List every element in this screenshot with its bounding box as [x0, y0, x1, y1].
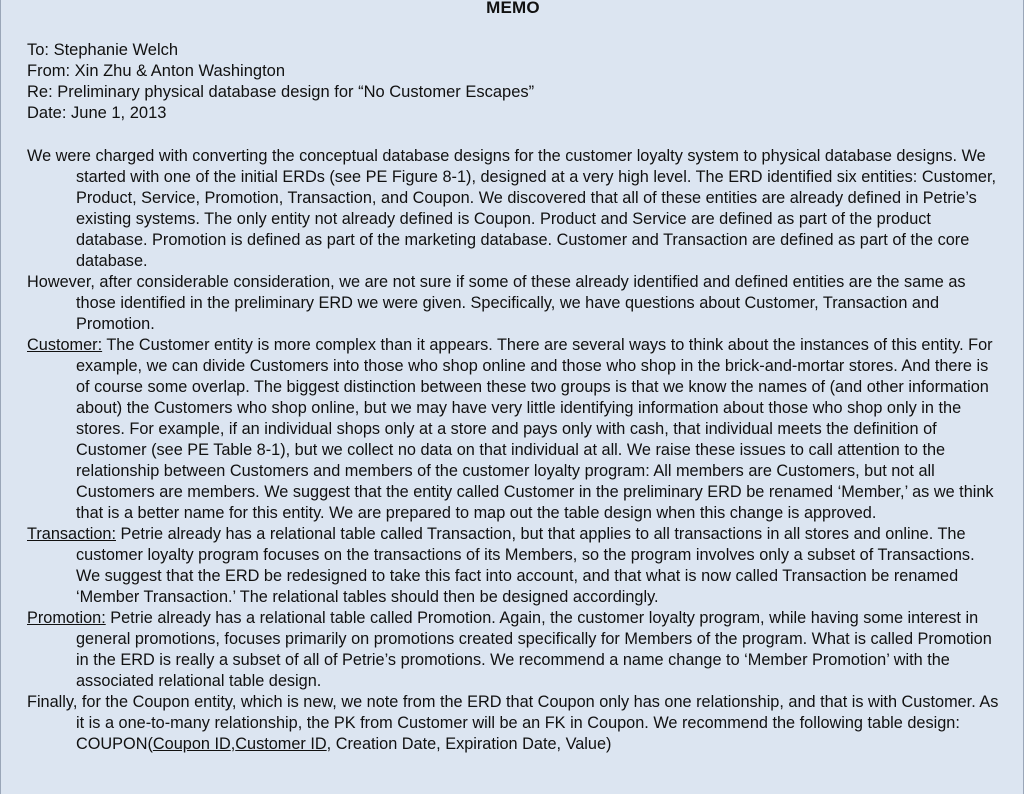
transaction-heading: Transaction:: [27, 525, 116, 543]
coupon-fk: Customer ID: [235, 735, 327, 753]
memo-body: [27, 146, 1003, 755]
memo-header: [27, 40, 534, 124]
memo-title: MEMO: [486, 0, 540, 17]
coupon-separator: ,: [230, 735, 236, 753]
paragraph-coupon: [27, 692, 1003, 755]
memo-from: From: Xin Zhu & Anton Washington: [27, 62, 286, 80]
promotion-text: Petrie already has a relational table called Promotion. Again, the customer loyalty program, while having some interest in general promotions, focuses primarily on promotions created specifically for Members of the program. What is called Promotion in the ERD is really a subset of all of Petrie’s promotions. We recommend a name change to ‘Member Promotion’ with the associated relational table design.: [76, 609, 992, 690]
paragraph-intro: We were charged with converting the conceptual database designs for the customer loyalty system to physical database designs. We started with one of the initial ERDs (see PE Figure 8-1), designed at a very high level. The ERD identified six entities: Customer, Product, Service, Promotion, Transaction, and Coupon. We discovered that all of these entities are already defined in Petrie’s existing systems. The only entity not already defined is Coupon. Product and Service are defined as part of the product database. Promotion is defined as part of the marketing database. Customer and Transaction are defined as part of the core database.: [27, 147, 997, 270]
memo-subject: Re: Preliminary physical database design for “No Customer Escapes”: [27, 83, 535, 101]
memo-to: To: Stephanie Welch: [27, 41, 179, 59]
promotion-heading: Promotion:: [27, 609, 106, 627]
paragraph-customer: [27, 335, 1003, 524]
customer-text: The Customer entity is more complex than it appears. There are several ways to think about the instances of this entity. For example, we can divide Customers into those who shop online and those who shop in the brick-and-mortar stores. And there is of course some overlap. The biggest distinction between these two groups is that we know the names of (and other information about) the Customers who shop online, but we may have very little identifying information about those who shop only in the stores. For example, if an individual shops only at a store and pays only with cash, that individual meets the definition of Customer (see PE Table 8-1), but we collect no data on that individual at all. We raise these issues to call attention to the relationship between Customers and members of the customer loyalty program: All members are Customers, but not all Customers are members. We suggest that the entity called Customer in the preliminary ERD be renamed ‘Member,’ as we think that is a better name for this entity. We are prepared to map out the table design when this change is approved.: [76, 336, 994, 522]
paragraph-promotion: [27, 608, 1003, 692]
coupon-text: Finally, for the Coupon entity, which is new, we note from the ERD that Coupon only has one relationship, and that is with Customer. As it is a one-to-many relationship, the PK from Customer will be an FK in Coupon. We recommend the following table design: COUPON(: [27, 693, 999, 753]
memo-date: Date: June 1, 2013: [27, 104, 167, 122]
customer-heading: Customer:: [27, 336, 103, 354]
paragraph-transaction: [27, 524, 1003, 608]
paragraph-consideration: However, after considerable consideration, we are not sure if some of these already identified and defined entities are the same as those identified in the preliminary ERD we were given. Specifically, we have questions about Customer, Transaction and Promotion.: [27, 273, 966, 333]
coupon-pk: Coupon ID: [152, 735, 231, 753]
transaction-text: Petrie already has a relational table called Transaction, but that applies to all transactions in all stores and online. The customer loyalty program focuses on the transactions of its Members, so the program involves only a subset of Transactions. We suggest that the ERD be redesigned to take this fact into account, and that what is now called Transaction be renamed ‘Member Transaction.’ The relational tables should then be designed accordingly.: [76, 525, 975, 606]
coupon-rest: , Creation Date, Expiration Date, Value): [326, 735, 612, 753]
